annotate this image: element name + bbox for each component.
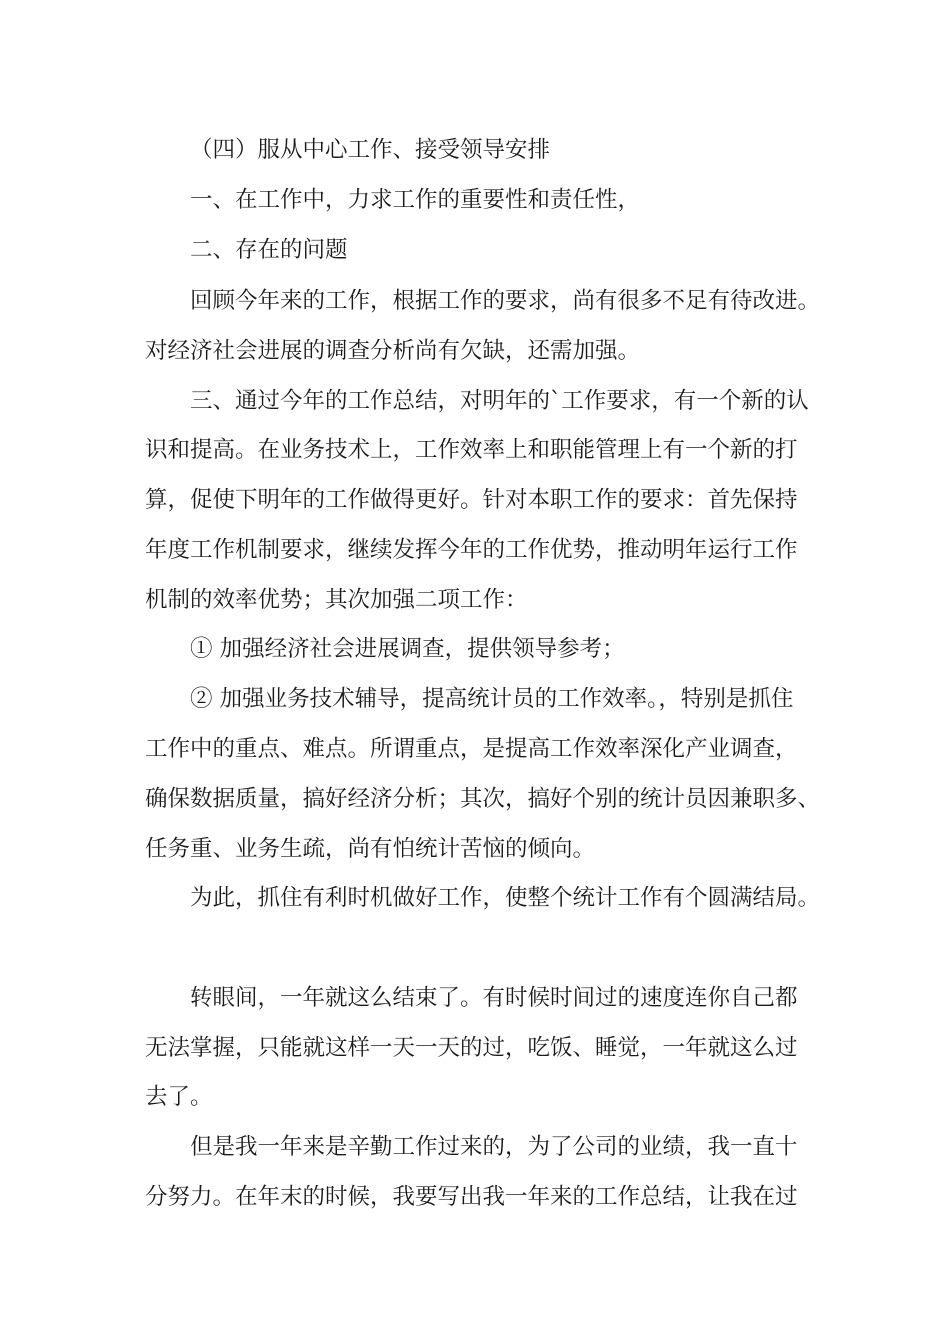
text-line: 回顾今年来的工作，根据工作的要求，尚有很多不足有待改进。 bbox=[190, 288, 821, 314]
text-line: （四）服从中心工作、接受领导安排 bbox=[190, 137, 551, 163]
text-line: 算，促使下明年的工作做得更好。针对本职工作的要求：首先保持 bbox=[145, 487, 798, 513]
text-line: 机制的效率优势；其次加强二项工作： bbox=[145, 587, 528, 613]
text-line: ② 加强业务技术辅导，提高统计员的工作效率。，特别是抓住 bbox=[190, 686, 794, 712]
text-line: 三、通过今年的工作总结，对明年的`工作要求，有一个新的认 bbox=[190, 388, 809, 414]
text-line: 转眼间，一年就这么结束了。有时候时间过的速度连你自己都 bbox=[190, 985, 798, 1011]
text-line: 分努力。在年末的时候，我要写出我一年来的工作总结，让我在过 bbox=[145, 1184, 798, 1210]
text-line: 去了。 bbox=[145, 1084, 213, 1110]
text-line: 确保数据质量，搞好经济分析；其次，搞好个别的统计员因兼职多、 bbox=[145, 786, 821, 812]
text-line: 一、在工作中，力求工作的重要性和责任性， bbox=[190, 187, 641, 213]
text-line: 二、存在的问题 bbox=[190, 237, 348, 263]
text-line: 识和提高。在业务技术上，工作效率上和职能管理上有一个新的打 bbox=[145, 437, 798, 463]
text-line: 对经济社会进展的调查分析尚有欠缺，还需加强。 bbox=[145, 338, 641, 364]
text-line: 但是我一年来是辛勤工作过来的，为了公司的业绩，我一直十 bbox=[190, 1134, 798, 1160]
text-line: 无法掌握，只能就这样一天一天的过，吃饭、睡觉，一年就这么过 bbox=[145, 1035, 798, 1061]
text-line: 年度工作机制要求，继续发挥今年的工作优势，推动明年运行工作 bbox=[145, 537, 798, 563]
text-line: 为此，抓住有利时机做好工作，使整个统计工作有个圆满结局。 bbox=[190, 885, 821, 911]
text-line: 工作中的重点、难点。所谓重点，是提高工作效率深化产业调查， bbox=[145, 736, 798, 762]
text-line: 任务重、业务生疏，尚有怕统计苦恼的倾向。 bbox=[145, 836, 596, 862]
text-line: ① 加强经济社会进展调查，提供领导参考； bbox=[190, 636, 625, 662]
